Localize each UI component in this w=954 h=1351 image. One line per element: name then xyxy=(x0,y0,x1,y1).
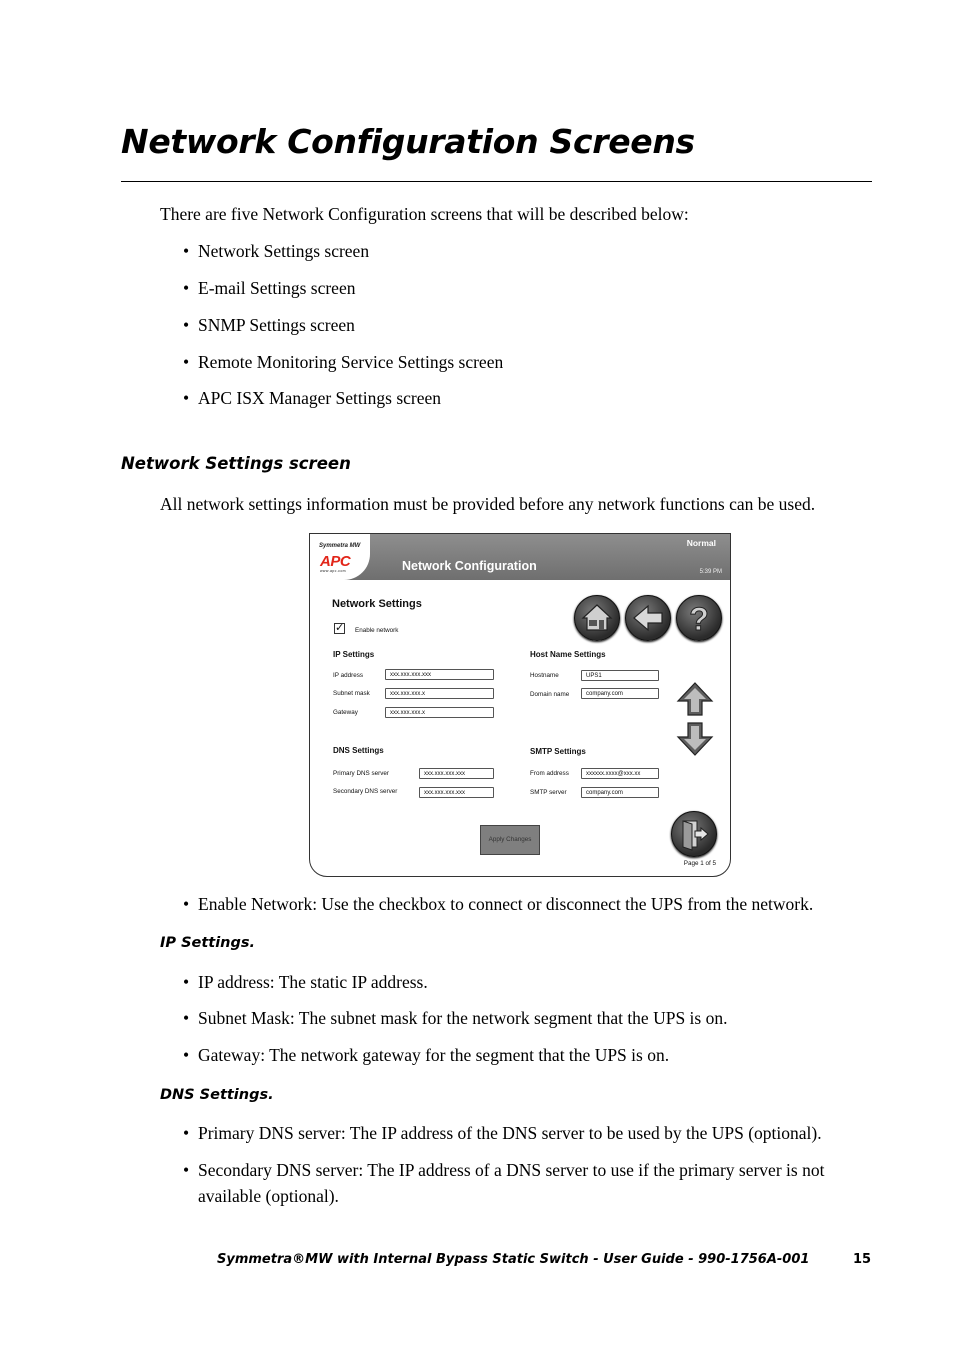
up-arrow-icon[interactable] xyxy=(676,681,714,717)
ip-address-input[interactable]: xxx.xxx.xxx.xxx xyxy=(385,669,494,680)
smtp-server-label: SMTP server xyxy=(530,789,567,796)
domain-name-label: Domain name xyxy=(530,691,570,698)
from-address-label: From address xyxy=(530,770,569,777)
secondary-dns-input[interactable]: xxx.xxx.xxx.xxx xyxy=(419,787,494,798)
title-rule xyxy=(121,181,872,182)
ip-settings-heading: IP Settings. xyxy=(160,935,256,951)
apply-changes-button[interactable]: Apply Changes xyxy=(480,825,540,855)
network-config-screenshot xyxy=(309,533,731,877)
section-heading: Network Settings screen xyxy=(121,454,351,473)
smtp-server-input[interactable]: company.com xyxy=(581,787,659,798)
smtp-settings-heading: SMTP Settings xyxy=(530,747,586,756)
panel-title: Network Settings xyxy=(332,598,422,610)
home-icon xyxy=(575,596,619,640)
dns-settings-heading: DNS Settings. xyxy=(160,1087,274,1103)
subnet-mask-input[interactable]: xxx.xxx.xxx.x xyxy=(385,688,494,699)
intro-paragraph: There are five Network Configuration screens that will be described below: xyxy=(160,204,689,224)
hostname-label: Hostname xyxy=(530,672,559,679)
help-button[interactable] xyxy=(676,595,722,641)
footer-title: Symmetra®MW with Internal Bypass Static Switch - User Guide - 990-1756A-001 xyxy=(217,1252,810,1267)
hostname-input[interactable]: UPS1 xyxy=(581,670,659,681)
ip-address-label: IP address xyxy=(333,672,363,679)
home-button[interactable] xyxy=(574,595,620,641)
primary-dns-label: Primary DNS server xyxy=(333,770,389,777)
status-text: Normal xyxy=(686,538,716,548)
ip-settings-heading: IP Settings xyxy=(333,650,375,659)
logo-brand: APC xyxy=(320,553,351,570)
host-settings-heading: Host Name Settings xyxy=(530,650,606,659)
gateway-label: Gateway xyxy=(333,709,358,716)
enable-network-checkbox[interactable]: ✓ xyxy=(335,622,345,634)
back-button[interactable] xyxy=(625,595,671,641)
page-title: Network Configuration Screens xyxy=(121,122,695,161)
from-address-input[interactable]: xxxxxx.xxxx@xxx.xx xyxy=(581,768,659,779)
screen-title: Network Configuration xyxy=(402,559,537,573)
section-intro: All network settings information must be provided before any network functions can be used. xyxy=(160,494,816,514)
logo-url: www.apc.com xyxy=(320,569,346,573)
down-arrow-icon[interactable] xyxy=(676,721,714,757)
page-indicator: Page 1 of 5 xyxy=(683,860,716,867)
exit-door-icon xyxy=(672,812,716,856)
gateway-input[interactable]: xxx.xxx.xxx.x xyxy=(385,707,494,718)
exit-button[interactable] xyxy=(671,811,717,857)
subnet-mask-label: Subnet mask xyxy=(333,690,370,697)
svg-text:?: ? xyxy=(689,601,709,637)
screen-header xyxy=(310,534,730,580)
page-number: 15 xyxy=(853,1252,872,1267)
dns-settings-heading: DNS Settings xyxy=(333,746,384,755)
back-arrow-icon xyxy=(626,596,670,640)
domain-name-input[interactable]: company.com xyxy=(581,688,659,699)
primary-dns-input[interactable]: xxx.xxx.xxx.xxx xyxy=(419,768,494,779)
apc-logo xyxy=(310,534,370,580)
secondary-dns-label: Secondary DNS server xyxy=(333,788,398,795)
clock-text: 5:39 PM xyxy=(699,569,722,575)
enable-network-label: Enable network xyxy=(355,627,399,634)
logo-product-name: Symmetra MW xyxy=(319,543,361,549)
help-icon xyxy=(677,596,721,640)
